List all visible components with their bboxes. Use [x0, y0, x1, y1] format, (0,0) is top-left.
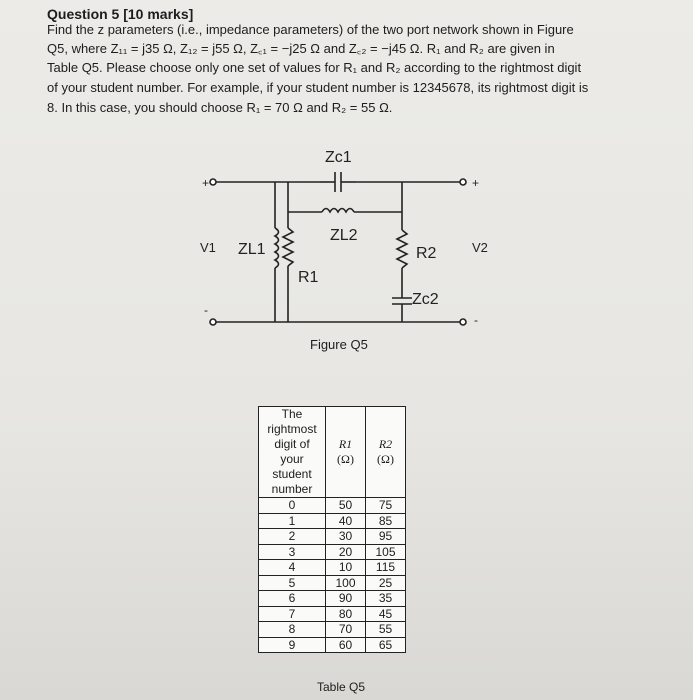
- label-v1: V1: [200, 240, 216, 255]
- label-zl2: ZL2: [330, 227, 358, 244]
- question-text-line: 8. In this case, you should choose R₁ = 70 Ω and R₂ = 55 Ω.: [47, 100, 393, 115]
- cell-r2: 95: [366, 529, 406, 545]
- cell-r1: 90: [326, 591, 366, 607]
- cell-r1: 70: [326, 622, 366, 638]
- cell-r2: 35: [366, 591, 406, 607]
- label-plus-2: +: [472, 176, 480, 190]
- cell-r2: 55: [366, 622, 406, 638]
- cell-r2: 25: [366, 575, 406, 591]
- terminal-2-minus: [460, 319, 466, 325]
- table-row: [259, 637, 406, 653]
- label-minus-2: -: [474, 313, 478, 327]
- header-digit-line: student: [272, 467, 312, 481]
- header-r1-label: R1: [338, 437, 353, 451]
- header-digit-line: The: [281, 407, 303, 421]
- cell-r1: 30: [326, 529, 366, 545]
- header-digit-line: your: [280, 452, 304, 466]
- cell-r2: 105: [366, 544, 406, 560]
- table-header-row: [259, 407, 406, 498]
- cell-digit: 6: [259, 591, 326, 607]
- header-digit-line: rightmost: [267, 422, 317, 436]
- cell-r1: 50: [326, 498, 366, 514]
- header-r2: [366, 407, 406, 498]
- table-q5: [258, 406, 406, 653]
- circuit-diagram: [180, 140, 500, 340]
- terminal-1-plus: [210, 179, 216, 185]
- table-row: [259, 529, 406, 545]
- r2-resistor: [397, 230, 407, 268]
- question-title: Question 5 [10 marks]: [47, 6, 194, 22]
- label-plus-1: +: [202, 176, 210, 190]
- table-row: [259, 498, 406, 514]
- label-r2: R2: [416, 245, 437, 262]
- table-row: [259, 513, 406, 529]
- cell-r1: 60: [326, 637, 366, 653]
- question-text-line: Find the z parameters (i.e., impedance parameters) of the two port network shown in Figure: [47, 22, 574, 37]
- cell-r1: 20: [326, 544, 366, 560]
- cell-digit: 0: [259, 498, 326, 514]
- zl1-inductor: [275, 228, 279, 268]
- header-r2-unit: (Ω): [377, 452, 394, 466]
- cell-digit: 9: [259, 637, 326, 653]
- table-row: [259, 560, 406, 576]
- header-r2-label: R2: [378, 437, 393, 451]
- cell-r1: 100: [326, 575, 366, 591]
- header-r1-unit: (Ω): [337, 452, 354, 466]
- figure-caption: Figure Q5: [310, 337, 368, 352]
- cell-r2: 45: [366, 606, 406, 622]
- table-caption: Table Q5: [317, 680, 366, 694]
- cell-r1: 40: [326, 513, 366, 529]
- question-text-line: of your student number. For example, if your student number is 12345678, its rightmost digit is: [47, 80, 589, 95]
- header-digit-line: number: [271, 482, 313, 496]
- cell-digit: 3: [259, 544, 326, 560]
- cell-digit: 8: [259, 622, 326, 638]
- header-r1: [326, 407, 366, 498]
- label-zc2: Zc2: [412, 291, 439, 308]
- table-row: [259, 575, 406, 591]
- label-v2: V2: [472, 240, 488, 255]
- label-r1: R1: [298, 269, 319, 286]
- cell-digit: 2: [259, 529, 326, 545]
- terminal-2-plus: [460, 179, 466, 185]
- r1-resistor: [283, 228, 293, 266]
- header-digit-line: digit of: [274, 437, 310, 451]
- cell-digit: 1: [259, 513, 326, 529]
- cell-r2: 85: [366, 513, 406, 529]
- table-row: [259, 606, 406, 622]
- cell-digit: 7: [259, 606, 326, 622]
- question-text-line: Table Q5. Please choose only one set of values for R₁ and R₂ according to the rightmost digit: [47, 60, 582, 75]
- label-minus-1: -: [204, 303, 208, 317]
- label-zl1: ZL1: [238, 241, 266, 258]
- question-text-line: Q5, where Z₁₁ = j35 Ω, Z₁₂ = j55 Ω, Z꜀₁ = −j25 Ω and Z꜀₂ = −j45 Ω. R₁ and R₂ are given in: [47, 41, 555, 56]
- cell-r2: 65: [366, 637, 406, 653]
- cell-digit: 5: [259, 575, 326, 591]
- cell-r1: 10: [326, 560, 366, 576]
- cell-r1: 80: [326, 606, 366, 622]
- cell-r2: 75: [366, 498, 406, 514]
- cell-r2: 115: [366, 560, 406, 576]
- zl2-inductor: [322, 209, 354, 213]
- header-digit: [259, 407, 326, 498]
- table-row: [259, 544, 406, 560]
- label-zc1: Zc1: [325, 149, 352, 166]
- table-row: [259, 591, 406, 607]
- terminal-1-minus: [210, 319, 216, 325]
- table-row: [259, 622, 406, 638]
- cell-digit: 4: [259, 560, 326, 576]
